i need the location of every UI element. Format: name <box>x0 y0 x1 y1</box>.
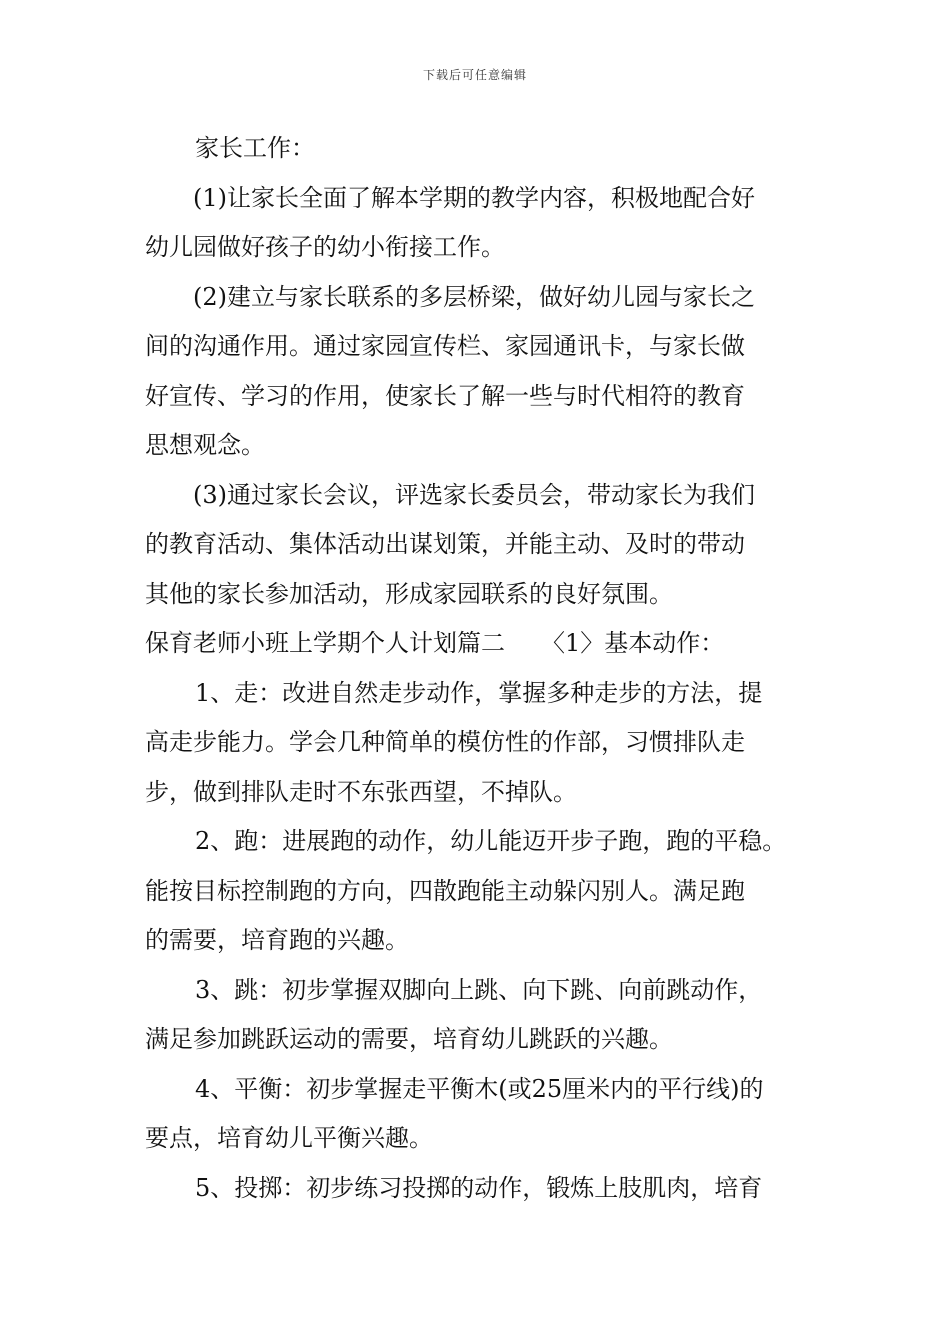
text-line: 步，做到排队走时不东张西望，不掉队。 <box>145 777 577 806</box>
page-header: 下载后可任意编辑 <box>422 68 527 82</box>
text-line: 其他的家长参加活动，形成家园联系的良好氛围。 <box>145 579 673 608</box>
text-line: 的需要，培育跑的兴趣。 <box>145 926 409 954</box>
text-line: (1)让家长全面了解本学期的教学内容，积极地配合好 <box>193 183 755 212</box>
text-line: 1、走：改进自然走步动作，掌握多种走步的方法，提 <box>195 678 763 707</box>
text-line: 满足参加跳跃运动的需要，培育幼儿跳跃的兴趣。 <box>145 1025 673 1053</box>
section-title-line: 保育老师小班上学期个人计划篇二 〈1〉基本动作： <box>145 629 725 657</box>
text-line: 好宣传、学习的作用，使家长了解一些与时代相符的教育 <box>145 381 745 410</box>
text-line: 3、跳：初步掌握双脚向上跳、向下跳、向前跳动作， <box>195 975 763 1004</box>
text-line: (3)通过家长会议，评选家长委员会，带动家长为我们 <box>193 480 755 509</box>
text-line: 高走步能力。学会几种简单的模仿性的作部，习惯排队走 <box>145 728 745 756</box>
text-line: 的教育活动、集体活动出谋划策，并能主动、及时的带动 <box>145 530 745 558</box>
text-line: 间的沟通作用。通过家园宣传栏、家园通讯卡，与家长做 <box>145 332 745 360</box>
text-line: 2、跑：进展跑的动作，幼儿能迈开步子跑，跑的平稳。 <box>195 827 787 855</box>
text-line: 要点，培育幼儿平衡兴趣。 <box>145 1124 433 1152</box>
text-line: 5、投掷：初步练习投掷的动作，锻炼上肢肌肉，培育 <box>195 1173 763 1202</box>
text-line: (2)建立与家长联系的多层桥梁，做好幼儿园与家长之 <box>193 282 755 311</box>
paragraph-heading-parent-work: 家长工作： <box>195 134 315 162</box>
text-line: 4、平衡：初步掌握走平衡木(或25厘米内的平行线)的 <box>195 1074 764 1103</box>
document-body <box>145 124 810 1213</box>
text-line: 思想观念。 <box>145 431 265 459</box>
text-line: 能按目标控制跑的方向，四散跑能主动躲闪别人。满足跑 <box>145 876 745 905</box>
text-line: 幼儿园做好孩子的幼小衔接工作。 <box>145 233 505 261</box>
